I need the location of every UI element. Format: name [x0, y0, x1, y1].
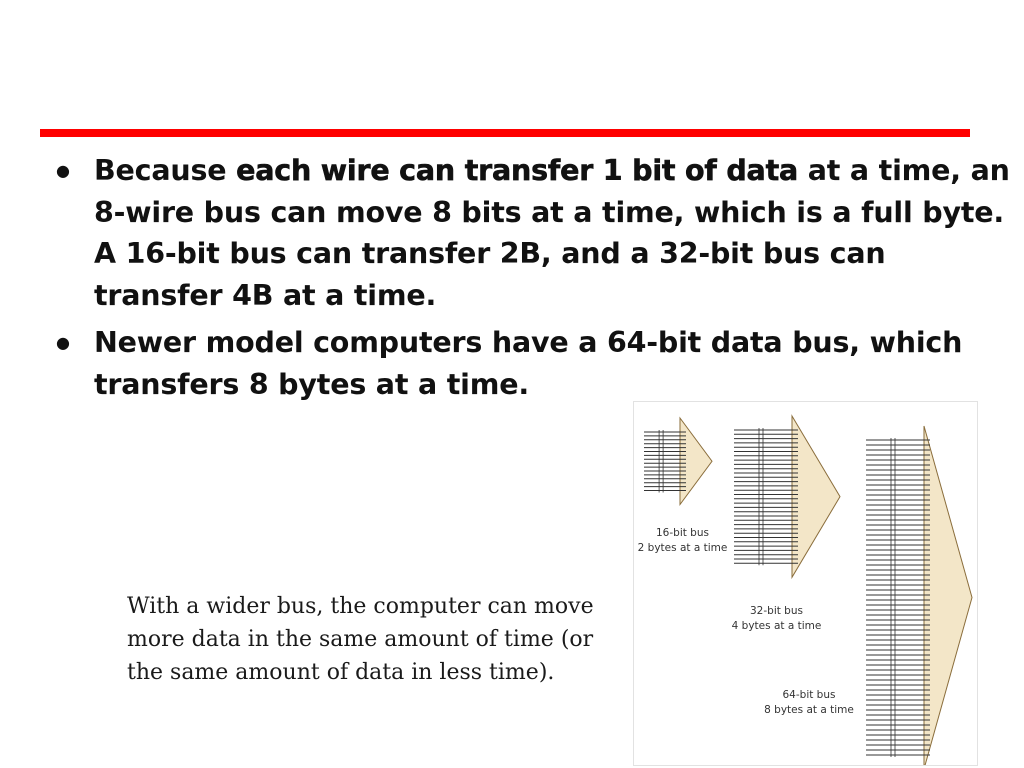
bullet-text: Newer model computers have a 64-bit data bus, which transfers 8 bytes at a time. [94, 326, 963, 401]
bus-64bit-arrow [924, 426, 972, 766]
bullet-text-pre: Because [94, 154, 237, 187]
bus-label-64bit-line1: 64-bit bus [782, 689, 836, 701]
bullet-item-bus-width [52, 150, 1012, 316]
bus-label-32bit [724, 604, 829, 634]
bus-16bit [644, 418, 712, 505]
figure-caption: With a wider bus, the computer can move more data in the same amount of time (or the same amount of data in less time). [127, 594, 594, 685]
bus-label-16bit [634, 526, 731, 556]
bullet-text-emphasis: each wire can transfer 1 bit of data [236, 154, 799, 187]
bullet-dot-icon: ● [56, 161, 70, 180]
bus-label-16bit-line1: 16-bit bus [656, 527, 709, 539]
bus-label-64bit-line2: 8 bytes at a time [764, 704, 854, 716]
bus-label-32bit-line1: 32-bit bus [750, 605, 803, 617]
bullet-list [52, 150, 1012, 405]
bus-16bit-arrow [680, 418, 712, 505]
bus-label-64bit [754, 688, 864, 718]
bullet-dot-icon: ● [56, 333, 70, 352]
bus-32bit [734, 416, 840, 577]
bullet-item-64bit [52, 322, 1012, 405]
bus-32bit-arrow [792, 416, 840, 577]
bus-64bit [866, 426, 972, 766]
bus-label-16bit-line2: 2 bytes at a time [637, 542, 728, 554]
bullet-text-post: at a time, an 8-wire bus can move 8 bits at a time, which is a full byte. A 16-bit bus can transfer 2B, and a 32-bit bus can transfer 4B at a time. [94, 154, 1010, 312]
bus-width-figure [633, 401, 978, 766]
bus-label-32bit-line2: 4 bytes at a time [731, 620, 822, 632]
title-rule [40, 129, 970, 137]
